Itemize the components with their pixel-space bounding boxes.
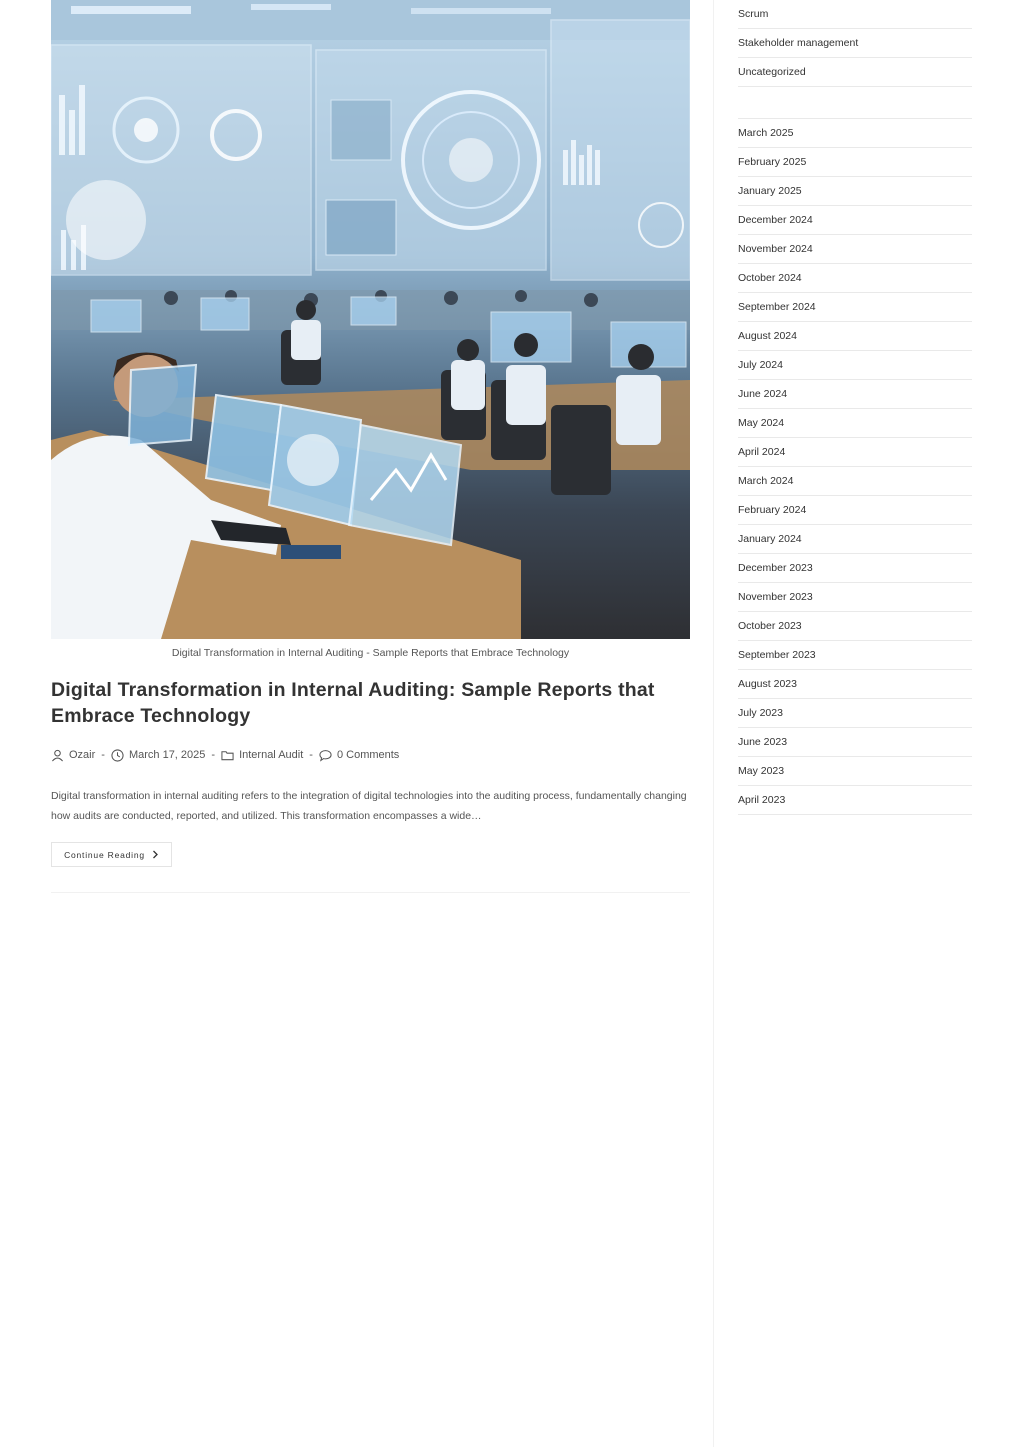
comments-link[interactable]: 0 Comments [336, 749, 400, 761]
archive-item[interactable] [738, 380, 972, 409]
archive-item[interactable] [738, 264, 972, 293]
archive-item[interactable] [738, 322, 972, 351]
archive-item-label[interactable]: September 2024 [738, 301, 816, 313]
user-icon [51, 749, 64, 762]
category-item-label[interactable]: Scrum [738, 8, 769, 20]
chevron-right-icon [151, 850, 159, 859]
archive-item-label[interactable]: December 2024 [738, 214, 813, 226]
archive-item[interactable] [738, 728, 972, 757]
folder-icon [221, 749, 234, 762]
meta-separator: - [101, 749, 105, 761]
meta-separator: - [211, 749, 216, 761]
sidebar-divider [713, 0, 714, 1447]
archive-item[interactable] [738, 496, 972, 525]
archive-item-label[interactable]: August 2024 [738, 330, 797, 342]
archive-item-label[interactable]: December 2023 [738, 562, 813, 574]
clock-icon [111, 749, 124, 762]
category-item[interactable] [738, 0, 972, 29]
meta-separator: - [309, 749, 313, 761]
category-item[interactable] [738, 58, 972, 87]
continue-reading-label: Continue Reading [64, 849, 145, 860]
archive-item[interactable] [738, 351, 972, 380]
archive-item[interactable] [738, 670, 972, 699]
featured-image[interactable] [51, 0, 690, 639]
archive-item[interactable] [738, 554, 972, 583]
archive-item-label[interactable]: March 2024 [738, 475, 794, 487]
post-excerpt: Digital transformation in internal auditing refers to the integration of digital technologies into the auditing process, fundamentally changing how audits are conducted, reported, and utilized. This transformation encompasses a wide… [51, 790, 687, 822]
archive-item-label[interactable]: April 2024 [738, 446, 786, 458]
archive-item-label[interactable]: July 2024 [738, 359, 783, 371]
archive-item[interactable] [738, 293, 972, 322]
archive-item[interactable] [738, 583, 972, 612]
archive-item[interactable] [738, 206, 972, 235]
archive-item[interactable] [738, 177, 972, 206]
category-item-label[interactable]: Uncategorized [738, 66, 806, 78]
categories-list [738, 0, 972, 87]
image-caption: Digital Transformation in Internal Auditing - Sample Reports that Embrace Technology [171, 647, 570, 659]
archive-item[interactable] [738, 235, 972, 264]
category-item-label[interactable]: Stakeholder management [738, 37, 859, 49]
post-article [51, 0, 690, 860]
archive-item-label[interactable]: January 2025 [738, 185, 802, 197]
archive-item-label[interactable]: August 2023 [738, 678, 797, 690]
archive-item[interactable] [738, 148, 972, 177]
archive-item-label[interactable]: March 2025 [738, 127, 794, 139]
featured-image-illustration [51, 0, 690, 639]
meta-date [111, 749, 205, 762]
archive-item[interactable] [738, 119, 972, 148]
archive-item-label[interactable]: January 2024 [738, 533, 802, 545]
archive-item-label[interactable]: November 2024 [738, 243, 813, 255]
post-title[interactable]: Digital Transformation in Internal Auditing: Sample Reports that Embrace Technology [51, 679, 655, 727]
archive-item-label[interactable]: September 2023 [738, 649, 816, 661]
archive-item-label[interactable]: October 2024 [738, 272, 802, 284]
archive-item[interactable] [738, 757, 972, 786]
archive-item-label[interactable]: June 2024 [738, 388, 788, 400]
meta-author[interactable] [51, 749, 95, 762]
archive-item-label[interactable]: May 2024 [738, 417, 785, 429]
archive-item-label[interactable]: July 2023 [738, 707, 783, 719]
archive-item[interactable] [738, 786, 972, 815]
post-date: March 17, 2025 [128, 749, 206, 761]
archive-item[interactable] [738, 641, 972, 670]
meta-comments[interactable] [319, 749, 399, 762]
archive-item[interactable] [738, 612, 972, 641]
post-divider [51, 892, 690, 893]
meta-category[interactable] [221, 749, 303, 762]
archive-item-label[interactable]: February 2025 [738, 156, 807, 168]
archive-item-label[interactable]: April 2023 [738, 794, 786, 806]
archive-item[interactable] [738, 467, 972, 496]
category-item[interactable] [738, 29, 972, 58]
author-link[interactable]: Ozair [69, 749, 96, 761]
archives-list [738, 118, 972, 815]
category-link[interactable]: Internal Audit [239, 749, 304, 761]
archive-item-label[interactable]: June 2023 [738, 736, 788, 748]
archive-item[interactable] [738, 699, 972, 728]
archive-item-label[interactable]: February 2024 [738, 504, 807, 516]
archive-item-label[interactable]: November 2023 [738, 591, 813, 603]
archive-item[interactable] [738, 438, 972, 467]
archive-item-label[interactable]: May 2023 [738, 765, 785, 777]
archive-item-label[interactable]: October 2023 [738, 620, 802, 632]
post-meta [51, 746, 399, 764]
continue-reading-button[interactable] [51, 842, 172, 867]
sidebar [738, 0, 972, 806]
comment-icon [319, 749, 332, 762]
archive-item[interactable] [738, 409, 972, 438]
archive-item[interactable] [738, 525, 972, 554]
